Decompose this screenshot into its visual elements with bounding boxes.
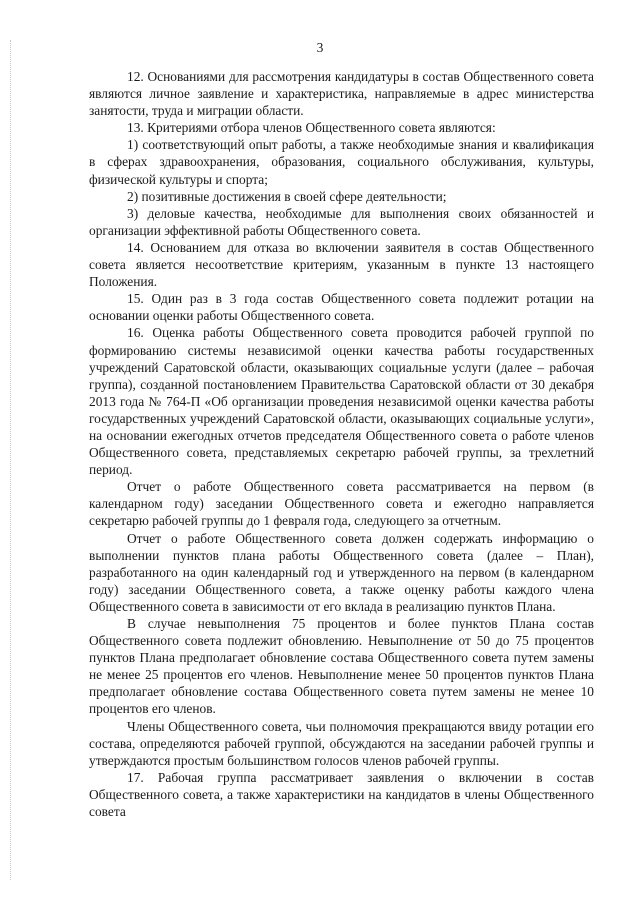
- plan-failure-paragraph: В случае невыполнения 75 процентов и более пунктов Плана состав Общественного совета подлежит обновлению. Невыполнение от 50 до 75 процентов пунктов Плана предполагает обновление состава Общественного совета путем замены не менее 25 процентов его членов. Невыполнение менее 50 процентов пунктов Плана предполагает обновление состава Общественного совета путем замены не менее 10 процентов его членов.: [89, 616, 594, 717]
- page-number: 3: [316, 40, 324, 55]
- report-review-paragraph: Отчет о работе Общественного совета рассматривается на первом (в календарном году) заседании Общественного совета и ежегодно направляется секретарю рабочей группы до 1 февраля года, следующего за отчетным.: [89, 479, 594, 529]
- criteria-item-2: 2) позитивные достижения в своей сфере деятельности;: [127, 188, 447, 204]
- paragraph-item-12: 12. Основаниями для рассмотрения кандидатуры в состав Общественного совета являются личное заявление и характеристика, направляемые в адрес министерства занятости, труда и миграции области.: [89, 69, 594, 119]
- criteria-item-3: 3) деловые качества, необходимые для выполнения своих обязанностей и организации эффективной работы Общественного совета.: [89, 205, 594, 238]
- scan-edge-divider: [10, 40, 11, 880]
- rotation-members-paragraph: Члены Общественного совета, чьи полномочия прекращаются ввиду ротации его состава, определяются рабочей группой, обсуждаются на заседании рабочей группы и утверждаются простым большинством голосов членов рабочей группы.: [89, 718, 594, 768]
- paragraph-item-15: 15. Один раз в 3 года состав Общественного совета подлежит ротации на основании оценки работы Общественного совета.: [89, 291, 594, 324]
- document-body: [89, 68, 594, 820]
- criteria-item-1: 1) соответствующий опыт работы, а также необходимые знания и квалификация в сферах здравоохранения, образования, социального обслуживания, культуры, физической культуры и спорта;: [89, 137, 594, 187]
- report-content-paragraph: Отчет о работе Общественного совета должен содержать информацию о выполнении пунктов плана работы Общественного совета (далее – План), разработанного на один календарный год и утвержденного на первом (в календарном году) заседании Общественного совета, а также оценку работы каждого члена Общественного совета в зависимости от его вклада в реализацию пунктов Плана.: [89, 530, 594, 614]
- paragraph-item-17: 17. Рабочая группа рассматривает заявления о включении в состав Общественного совета, а также характеристики на кандидатов в члены Общественного совета: [89, 769, 594, 820]
- paragraph-item-16: 16. Оценка работы Общественного совета проводится рабочей группой по формированию системы независимой оценки качества работы государственных учреждений Саратовской области, оказывающих социальные услуги (далее – рабочая группа), созданной постановлением Правительства Саратовской области от 30 декабря 2013 года № 764-П «Об организации проведения независимой оценки качества работы государственных учреждений Саратовской области, оказывающих социальные услуги», на основании ежегодных отчетов председателя Общественного совета о работе членов Общественного совета, представляемых секретарю рабочей группы, за трехлетний период.: [89, 325, 594, 478]
- paragraph-item-14: 14. Основанием для отказа во включении заявителя в состав Общественного совета является несоответствие критериям, указанным в пункте 13 настоящего Положения.: [89, 239, 594, 290]
- paragraph-item-13: 13. Критериями отбора членов Общественного совета являются:: [127, 120, 496, 136]
